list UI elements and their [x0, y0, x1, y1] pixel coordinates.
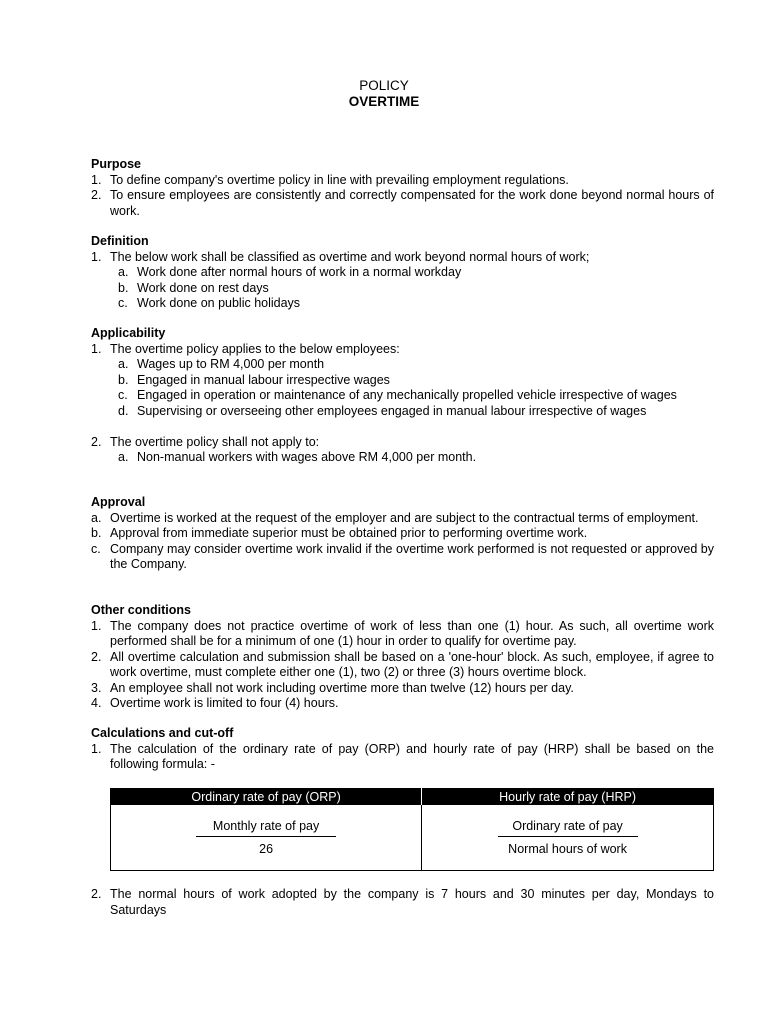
doc-type: POLICY	[359, 78, 409, 93]
list-item: 1. To define company's overtime policy in line with prevailing employment regulations.	[91, 172, 569, 187]
orp-header: Ordinary rate of pay (ORP)	[111, 789, 422, 806]
list-item: 2. The overtime policy shall not apply to:	[91, 434, 320, 449]
orp-denominator: 26	[259, 842, 274, 856]
hrp-header: Hourly rate of pay (HRP)	[422, 789, 714, 806]
orp-formula-cell	[111, 805, 422, 871]
calculations-heading: Calculations and cut-off	[91, 726, 234, 740]
list-item: 2. To ensure employees are consistently and correctly compensated for the work done beyond normal hours of work.	[91, 188, 714, 218]
applicability-section	[91, 326, 714, 466]
calculations-continued	[91, 887, 714, 918]
orp-numerator: Monthly rate of pay	[196, 819, 336, 837]
applicability-heading: Applicability	[91, 326, 166, 340]
hrp-formula-cell	[422, 805, 714, 871]
purpose-heading: Purpose	[91, 157, 142, 171]
sub-list-item: d. Supervising or overseeing other employees engaged in manual labour irrespective of wages	[118, 403, 647, 418]
list-item: b. Approval from immediate superior must be obtained prior to performing overtime work.	[91, 526, 588, 540]
sub-list-item: c. Work done on public holidays	[118, 296, 301, 310]
list-item: 1. The company does not practice overtime of work of less than one (1) hour. As such, all overtime work performed shall be for a minimum of one (1) hour in order to qualify for overtime pay.	[91, 618, 714, 648]
list-item: 2. All overtime calculation and submission shall be based on a 'one-hour' block. As such, employee, if agree to work overtime, must complete either one (1), two (2) or three (3) hours overtime block.	[91, 649, 714, 679]
sub-list-item: a. Work done after normal hours of work in a normal workday	[118, 265, 462, 279]
list-item: c. Company may consider overtime work invalid if the overtime work performed is not requested or approved by the Company.	[91, 541, 714, 571]
purpose-section	[91, 157, 714, 219]
list-item: 3. An employee shall not work including overtime more than twelve (12) hours per day.	[91, 680, 574, 695]
approval-heading: Approval	[91, 495, 146, 509]
approval-section	[91, 495, 714, 573]
pay-formula-table	[110, 788, 714, 871]
definition-heading: Definition	[91, 234, 149, 248]
list-item: 2. The normal hours of work adopted by the company is 7 hours and 30 minutes per day, Mondays to Saturdays	[91, 887, 714, 917]
other-conditions-section	[91, 603, 714, 712]
hrp-fraction	[498, 819, 638, 856]
orp-fraction	[196, 819, 336, 856]
list-item: 1. The calculation of the ordinary rate of pay (ORP) and hourly rate of pay (HRP) shall be based on the following formula: -	[91, 741, 714, 771]
list-item: 1. The below work shall be classified as overtime and work beyond normal hours of work;	[91, 249, 590, 264]
definition-section	[91, 234, 714, 312]
list-item: 1. The overtime policy applies to the below employees:	[91, 341, 400, 356]
hrp-denominator: Normal hours of work	[508, 842, 627, 856]
other-conditions-heading: Other conditions	[91, 603, 191, 617]
sub-list-item: a. Non-manual workers with wages above RM 4,000 per month.	[118, 450, 477, 464]
sub-list-item: a. Wages up to RM 4,000 per month	[118, 357, 325, 371]
hrp-numerator: Ordinary rate of pay	[498, 819, 638, 837]
list-item: a. Overtime is worked at the request of the employer and are subject to the contractual terms of employment.	[91, 510, 699, 525]
doc-title: OVERTIME	[348, 94, 420, 109]
sub-list-item: c. Engaged in operation or maintenance of any mechanically propelled vehicle irrespective of wages	[118, 388, 677, 402]
sub-list-item: b. Engaged in manual labour irrespective wages	[118, 372, 390, 387]
calculations-section	[91, 726, 714, 773]
sub-list-item: b. Work done on rest days	[118, 280, 269, 295]
list-item: 4. Overtime work is limited to four (4) hours.	[91, 696, 339, 710]
